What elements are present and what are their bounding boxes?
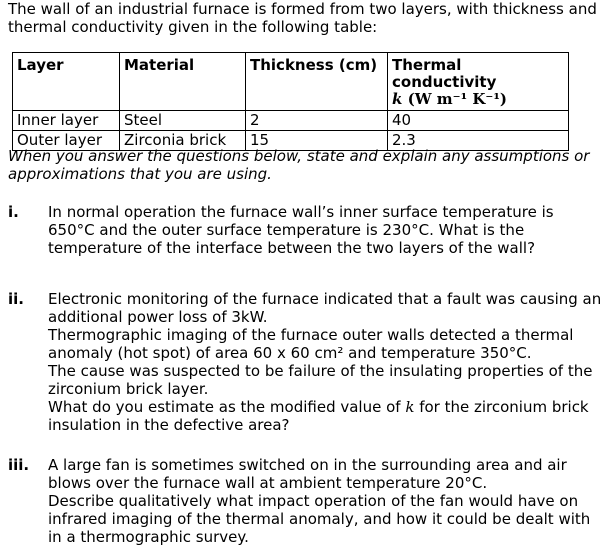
cell-material: Zirconia brick (120, 131, 246, 151)
question-body (48, 456, 604, 546)
question-paragraph: Thermographic imaging of the furnace outer walls detected a thermal anomaly (hot spot) of area 60 x 60 cm² and temperature 350°C. (48, 326, 574, 362)
assumptions-note: When you answer the questions below, state and explain any assumptions or approximations that you are using. (8, 147, 590, 183)
cell-conductivity: 2.3 (388, 131, 569, 151)
table-row (13, 111, 569, 131)
cell-material: Steel (120, 111, 246, 131)
question-text: What do you estimate as the modified value of (48, 398, 406, 416)
question-3 (8, 456, 604, 546)
header-conductivity-title: Thermal conductivity (392, 56, 497, 91)
question-paragraph: A large fan is sometimes switched on in the surrounding area and air blows over the furnace wall at ambient temperature 20°C. (48, 456, 567, 492)
question-body (48, 203, 604, 257)
question-2 (8, 290, 604, 434)
question-paragraph: In normal operation the furnace wall’s inner surface temperature is 650°C and the outer surface temperature is 230°C. What is the temperature of the interface between the two layers of the wall? (48, 203, 554, 257)
k-symbol: k (405, 398, 415, 416)
question-number: i. (8, 203, 19, 221)
header-conductivity-k: k (392, 90, 403, 108)
cell-thickness: 15 (246, 131, 388, 151)
header-conductivity (388, 53, 569, 111)
intro-text: The wall of an industrial furnace is formed from two layers, with thickness and thermal conductivity given in the following table: (8, 0, 597, 36)
question-1 (8, 203, 604, 257)
header-thickness: Thickness (cm) (246, 53, 388, 111)
cell-thickness: 2 (246, 111, 388, 131)
cell-layer: Inner layer (13, 111, 120, 131)
header-conductivity-units: (W m⁻¹ K⁻¹) (407, 90, 508, 108)
question-paragraph: The cause was suspected to be failure of the insulating properties of the zirconium brick layer. (48, 362, 593, 398)
question-body (48, 290, 604, 434)
question-paragraph: Describe qualitatively what impact operation of the fan would have on infrared imaging of the thermal anomaly, and how it could be dealt with in a thermographic survey. (48, 492, 591, 546)
question-paragraph: Electronic monitoring of the furnace indicated that a fault was causing an additional power loss of 3kW. (48, 290, 602, 326)
question-number: ii. (8, 290, 24, 308)
question-number: iii. (8, 456, 30, 474)
question-paragraph (48, 398, 604, 434)
header-material: Material (120, 53, 246, 111)
properties-table (12, 52, 569, 151)
cell-conductivity: 40 (388, 111, 569, 131)
header-layer: Layer (13, 53, 120, 111)
cell-layer: Outer layer (13, 131, 120, 151)
table-header-row (13, 53, 569, 111)
question-text: for the zirconium brick insulation in the defective area? (48, 398, 589, 434)
